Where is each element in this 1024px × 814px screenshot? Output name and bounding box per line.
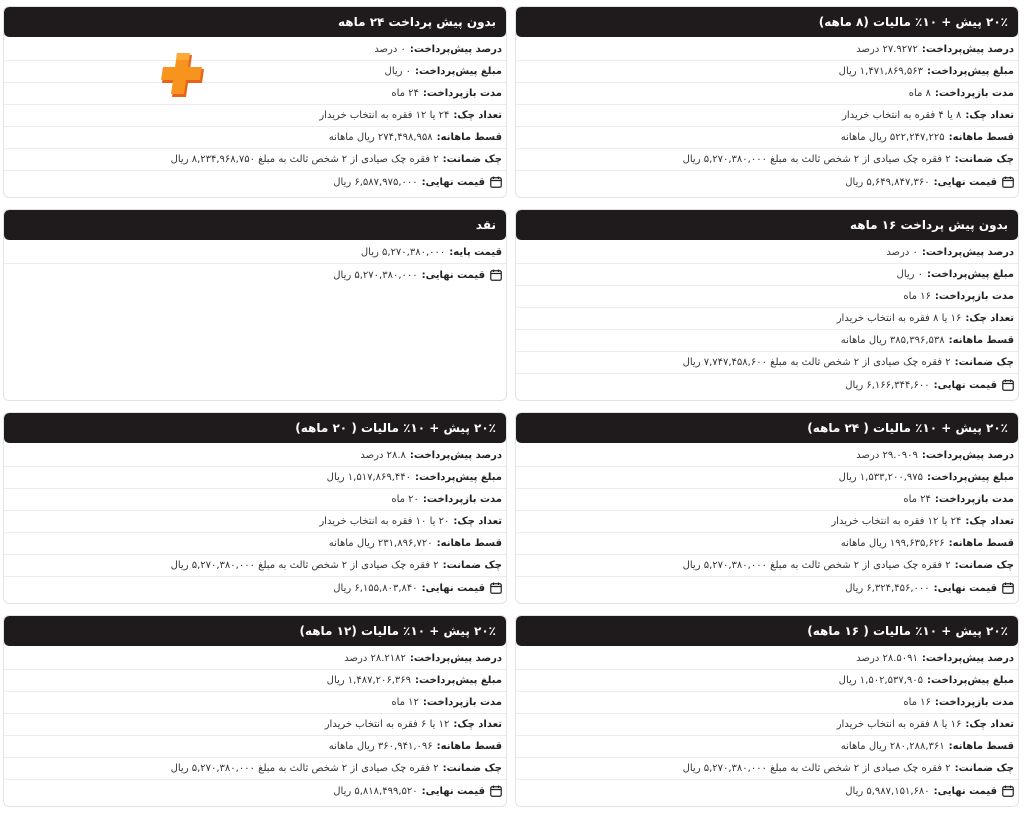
row-check-count: تعداد چک: ۲۰ یا ۱۰ فقره به انتخاب خریدار <box>4 511 506 533</box>
row-prepay-amount: مبلغ پیش‌پرداخت: ۰ ریال <box>4 61 506 83</box>
row-final-price: قیمت نهایی: ۶,۳۲۴,۴۵۶,۰۰۰ ریال <box>516 577 1018 599</box>
plan-card-24-month-no-prepay <box>3 6 507 198</box>
row-prepay-percent: درصد پیش‌پرداخت: ۲۸.۸ درصد <box>4 445 506 467</box>
row-installment: قسط ماهانه: ۱۹۹,۶۳۵,۶۲۶ ریال ماهانه <box>516 533 1018 555</box>
row-duration: مدت بازپرداخت: ۲۰ ماه <box>4 489 506 511</box>
plan-title: نقد <box>4 210 506 240</box>
row-prepay-amount: مبلغ پیش‌پرداخت: ۰ ریال <box>516 264 1018 286</box>
row-prepay-percent: درصد پیش‌پرداخت: ۲۷.۹۲۷۲ درصد <box>516 39 1018 61</box>
plan-title: بدون پیش پرداخت ۱۶ ماهه <box>516 210 1018 240</box>
row-final-price: قیمت نهایی: ۵,۶۴۹,۸۴۷,۳۶۰ ریال <box>516 171 1018 193</box>
row-prepay-percent: درصد پیش‌پرداخت: ۲۹.۰۹۰۹ درصد <box>516 445 1018 467</box>
row-duration: مدت بازپرداخت: ۲۴ ماه <box>516 489 1018 511</box>
row-check-count: تعداد چک: ۱۶ یا ۸ فقره به انتخاب خریدار <box>516 308 1018 330</box>
row-duration: مدت بازپرداخت: ۲۴ ماه <box>4 83 506 105</box>
plan-title: ۲۰٪ پیش + ۱۰٪ مالیات ( ۱۶ ماهه) <box>516 616 1018 646</box>
plan-card-12-month <box>3 615 507 807</box>
row-prepay-amount: مبلغ پیش‌پرداخت: ۱,۴۷۱,۸۶۹,۵۶۳ ریال <box>516 61 1018 83</box>
row-installment: قسط ماهانه: ۳۸۵,۳۹۶,۵۳۸ ریال ماهانه <box>516 330 1018 352</box>
plan-card-8-month <box>515 6 1019 198</box>
row-duration: مدت بازپرداخت: ۸ ماه <box>516 83 1018 105</box>
row-prepay-percent: درصد پیش‌پرداخت: ۲۸.۵۰۹۱ درصد <box>516 648 1018 670</box>
calendar-icon <box>1002 379 1014 391</box>
row-check-count: تعداد چک: ۱۲ یا ۶ فقره به انتخاب خریدار <box>4 714 506 736</box>
row-check-count: تعداد چک: ۱۶ یا ۸ فقره به انتخاب خریدار <box>516 714 1018 736</box>
plan-title: ۲۰٪ پیش + ۱۰٪ مالیات (۸ ماهه) <box>516 7 1018 37</box>
row-guarantee: چک ضمانت: ۲ فقره چک صیادی از ۲ شخص ثالث به مبلغ ۵,۲۷۰,۳۸۰,۰۰۰ ریال <box>516 149 1018 171</box>
row-guarantee: چک ضمانت: ۲ فقره چک صیادی از ۲ شخص ثالث به مبلغ ۵,۲۷۰,۳۸۰,۰۰۰ ریال <box>4 758 506 780</box>
row-duration: مدت بازپرداخت: ۱۶ ماه <box>516 286 1018 308</box>
row-final-price: قیمت نهایی: ۵,۲۷۰,۳۸۰,۰۰۰ ریال <box>4 264 506 286</box>
row-duration: مدت بازپرداخت: ۱۶ ماه <box>516 692 1018 714</box>
row-duration: مدت بازپرداخت: ۱۲ ماه <box>4 692 506 714</box>
row-final-price: قیمت نهایی: ۵,۸۱۸,۴۹۹,۵۲۰ ریال <box>4 780 506 802</box>
row-final-price: قیمت نهایی: ۶,۵۸۷,۹۷۵,۰۰۰ ریال <box>4 171 506 193</box>
row-installment: قسط ماهانه: ۳۶۰,۹۴۱,۰۹۶ ریال ماهانه <box>4 736 506 758</box>
plan-card-16-month-no-prepay <box>515 209 1019 401</box>
plan-card-20-month <box>3 412 507 604</box>
row-check-count: تعداد چک: ۲۴ یا ۱۲ فقره به انتخاب خریدار <box>516 511 1018 533</box>
plan-title: ۲۰٪ پیش + ۱۰٪ مالیات (۱۲ ماهه) <box>4 616 506 646</box>
row-installment: قسط ماهانه: ۲۳۱,۸۹۶,۷۲۰ ریال ماهانه <box>4 533 506 555</box>
row-guarantee: چک ضمانت: ۲ فقره چک صیادی از ۲ شخص ثالث به مبلغ ۵,۲۷۰,۳۸۰,۰۰۰ ریال <box>516 555 1018 577</box>
plan-card-16-month <box>515 615 1019 807</box>
row-prepay-amount: مبلغ پیش‌پرداخت: ۱,۵۱۷,۸۶۹,۴۴۰ ریال <box>4 467 506 489</box>
row-installment: قسط ماهانه: ۵۲۲,۲۴۷,۲۲۵ ریال ماهانه <box>516 127 1018 149</box>
row-base-price: قیمت پایه: ۵,۲۷۰,۳۸۰,۰۰۰ ریال <box>4 242 506 264</box>
row-final-price: قیمت نهایی: ۵,۹۸۷,۱۵۱,۶۸۰ ریال <box>516 780 1018 802</box>
plan-title: ۲۰٪ پیش + ۱۰٪ مالیات ( ۲۰ ماهه) <box>4 413 506 443</box>
calendar-icon <box>490 269 502 281</box>
plan-card-24-month <box>515 412 1019 604</box>
row-installment: قسط ماهانه: ۲۸۰,۲۸۸,۳۶۱ ریال ماهانه <box>516 736 1018 758</box>
row-guarantee: چک ضمانت: ۲ فقره چک صیادی از ۲ شخص ثالث به مبلغ ۷,۷۴۷,۴۵۸,۶۰۰ ریال <box>516 352 1018 374</box>
row-prepay-amount: مبلغ پیش‌پرداخت: ۱,۵۳۳,۲۰۰,۹۷۵ ریال <box>516 467 1018 489</box>
plan-card-cash <box>3 209 507 401</box>
row-guarantee: چک ضمانت: ۲ فقره چک صیادی از ۲ شخص ثالث به مبلغ ۵,۲۷۰,۳۸۰,۰۰۰ ریال <box>4 555 506 577</box>
row-guarantee: چک ضمانت: ۲ فقره چک صیادی از ۲ شخص ثالث به مبلغ ۸,۲۳۴,۹۶۸,۷۵۰ ریال <box>4 149 506 171</box>
plan-title: ۲۰٪ پیش + ۱۰٪ مالیات ( ۲۴ ماهه) <box>516 413 1018 443</box>
row-prepay-amount: مبلغ پیش‌پرداخت: ۱,۵۰۲,۵۳۷,۹۰۵ ریال <box>516 670 1018 692</box>
row-final-price: قیمت نهایی: ۶,۱۶۶,۳۴۴,۶۰۰ ریال <box>516 374 1018 396</box>
calendar-icon <box>490 582 502 594</box>
row-check-count: تعداد چک: ۸ یا ۴ فقره به انتخاب خریدار <box>516 105 1018 127</box>
calendar-icon <box>1002 176 1014 188</box>
plus-logo-icon <box>160 51 208 99</box>
row-final-price: قیمت نهایی: ۶,۱۵۵,۸۰۳,۸۴۰ ریال <box>4 577 506 599</box>
calendar-icon <box>490 785 502 797</box>
calendar-icon <box>1002 582 1014 594</box>
row-check-count: تعداد چک: ۲۴ یا ۱۲ فقره به انتخاب خریدار <box>4 105 506 127</box>
row-guarantee: چک ضمانت: ۲ فقره چک صیادی از ۲ شخص ثالث به مبلغ ۵,۲۷۰,۳۸۰,۰۰۰ ریال <box>516 758 1018 780</box>
plan-title: بدون پیش پرداخت ۲۴ ماهه <box>4 7 506 37</box>
row-prepay-percent: درصد پیش‌پرداخت: ۲۸.۲۱۸۲ درصد <box>4 648 506 670</box>
row-installment: قسط ماهانه: ۲۷۴,۴۹۸,۹۵۸ ریال ماهانه <box>4 127 506 149</box>
calendar-icon <box>490 176 502 188</box>
row-prepay-amount: مبلغ پیش‌پرداخت: ۱,۴۸۷,۲۰۶,۳۶۹ ریال <box>4 670 506 692</box>
row-prepay-percent: درصد پیش‌پرداخت: ۰ درصد <box>4 39 506 61</box>
row-prepay-percent: درصد پیش‌پرداخت: ۰ درصد <box>516 242 1018 264</box>
calendar-icon <box>1002 785 1014 797</box>
